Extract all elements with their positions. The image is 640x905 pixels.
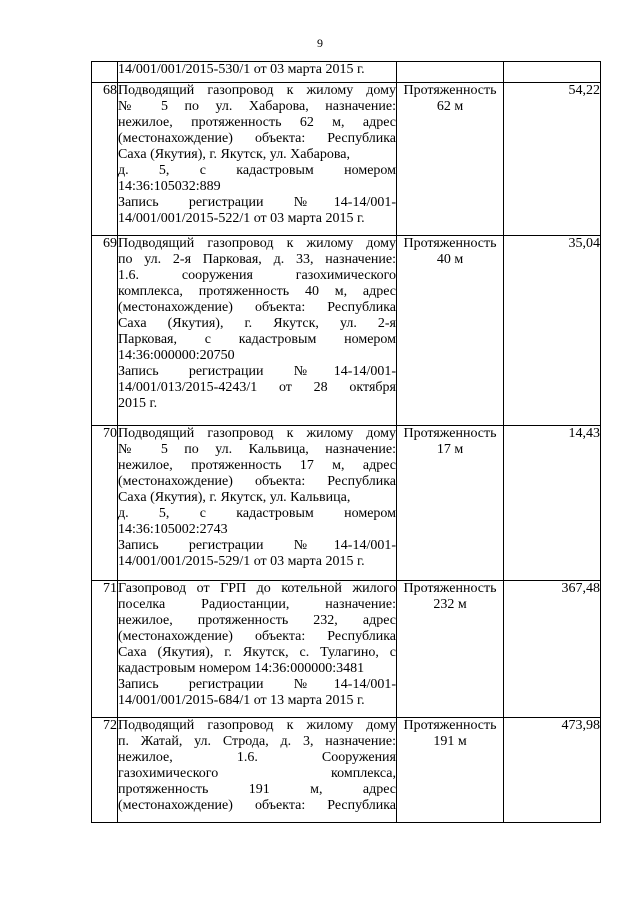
characteristic-cell <box>397 83 504 236</box>
description-line: 2015 г. <box>118 396 158 411</box>
characteristic-cell <box>397 718 504 823</box>
description-line: 14/001/001/2015-530/1 от 03 марта 2015 г. <box>118 62 365 77</box>
description-line: 14/001/001/2015-522/1 от 03 марта 2015 г. <box>118 211 365 226</box>
description-line: (местонахождение) объекта: Республика <box>118 798 396 813</box>
table-row <box>92 426 601 581</box>
value-cell: 14,43 <box>504 426 601 581</box>
description-line: (местонахождение) объекта: Республика <box>118 629 396 644</box>
description-cell <box>118 718 397 823</box>
characteristic-cell <box>397 426 504 581</box>
table-row <box>92 236 601 426</box>
description-line: нежилое, протяженность 232, адрес <box>118 613 396 628</box>
description-line: (местонахождение) объекта: Республика <box>118 131 396 146</box>
description-line: нежилое, 1.6. Сооружения <box>118 750 396 765</box>
value-cell: 473,98 <box>504 718 601 823</box>
characteristic-cell <box>397 62 504 83</box>
description-line: (местонахождение) объекта: Республика <box>118 474 396 489</box>
description-line: Подводящий газопровод к жилому дому <box>118 83 396 98</box>
description-line: Газопровод от ГРП до котельной жилого <box>118 581 396 596</box>
description-line: кадастровым номером 14:36:000000:3481 <box>118 661 365 676</box>
description-line: (местонахождение) объекта: Республика <box>118 300 396 315</box>
row-number-cell <box>92 62 118 83</box>
description-line: 14/001/001/2015-529/1 от 03 марта 2015 г. <box>118 554 365 569</box>
value-cell: 35,04 <box>504 236 601 426</box>
description-line: Саха (Якутия), г. Якутск, с. Тулагино, с <box>118 645 396 660</box>
table-row <box>92 581 601 718</box>
description-line: № 5 по ул. Хабарова, назначение: <box>118 99 396 114</box>
description-cell <box>118 581 397 718</box>
description-line: п. Жатай, ул. Строда, д. 3, назначение: <box>118 734 396 749</box>
description-cell <box>118 62 397 83</box>
description-line: д. 5, с кадастровым номером <box>118 163 396 178</box>
characteristic-label: Протяженность <box>403 581 497 596</box>
table-row <box>92 83 601 236</box>
property-register-table <box>91 61 601 823</box>
description-line: 14:36:105032:889 <box>118 179 221 194</box>
characteristic-label: Протяженность <box>403 718 497 733</box>
table-row <box>92 718 601 823</box>
description-line: 14/001/001/2015-684/1 от 13 марта 2015 г. <box>118 693 365 708</box>
characteristic-label: Протяженность <box>403 426 497 441</box>
characteristic-label: Протяженность <box>403 236 497 251</box>
characteristic-label: Протяженность <box>403 83 497 98</box>
description-line: газохимического комплекса, <box>118 766 396 781</box>
description-line: 14:36:000000:20750 <box>118 348 235 363</box>
description-line: комплекса, протяженность 40 м, адрес <box>118 284 396 299</box>
description-line: протяженность 191 м, адрес <box>118 782 396 797</box>
description-line: Запись регистрации №14-14/001- <box>118 677 396 692</box>
characteristic-amount: 17 м <box>436 442 464 457</box>
row-number: 70 <box>92 426 118 581</box>
description-cell <box>118 83 397 236</box>
row-number: 69 <box>92 236 118 426</box>
characteristic-cell <box>397 236 504 426</box>
characteristic-amount: 191 м <box>433 734 467 749</box>
description-cell <box>118 426 397 581</box>
description-line: 1.6. сооружения газохимического <box>118 268 396 283</box>
characteristic-amount: 40 м <box>436 252 464 267</box>
characteristic-cell <box>397 581 504 718</box>
row-number: 71 <box>92 581 118 718</box>
row-number: 72 <box>92 718 118 823</box>
description-line: Подводящий газопровод к жилому дому <box>118 718 396 733</box>
description-line: 14/001/013/2015-4243/1 от 28 октября <box>118 380 396 395</box>
value-cell: 367,48 <box>504 581 601 718</box>
description-line: Саха (Якутия), г. Якутск, ул. Хабарова, <box>118 147 350 162</box>
row-number: 68 <box>92 83 118 236</box>
description-line: Запись регистрации №14-14/001- <box>118 538 396 553</box>
description-line: Подводящий газопровод к жилому дому <box>118 426 396 441</box>
description-cell <box>118 236 397 426</box>
description-line: Запись регистрации №14-14/001- <box>118 364 396 379</box>
page-number: 9 <box>317 36 323 50</box>
table-row-continuation <box>92 62 601 83</box>
value-cell <box>504 62 601 83</box>
description-line: № 5 по ул. Кальвица, назначение: <box>118 442 396 457</box>
value-cell: 54,22 <box>504 83 601 236</box>
description-line: Запись регистрации №14-14/001- <box>118 195 396 210</box>
description-line: нежилое, протяженность 17 м, адрес <box>118 458 396 473</box>
characteristic-amount: 62 м <box>436 99 464 114</box>
description-line: д. 5, с кадастровым номером <box>118 506 396 521</box>
description-line: 14:36:105002:2743 <box>118 522 228 537</box>
description-line: по ул. 2-я Парковая, д. 33, назначение: <box>118 252 396 267</box>
description-line: Саха (Якутия), г. Якутск, ул. Кальвица, <box>118 490 351 505</box>
description-line: Саха (Якутия), г. Якутск, ул. 2-я <box>118 316 396 331</box>
characteristic-amount: 232 м <box>433 597 467 612</box>
description-line: нежилое, протяженность 62 м, адрес <box>118 115 396 130</box>
description-line: поселка Радиостанции, назначение: <box>118 597 396 612</box>
description-line: Подводящий газопровод к жилому дому <box>118 236 396 251</box>
description-line: Парковая, с кадастровым номером <box>118 332 396 347</box>
